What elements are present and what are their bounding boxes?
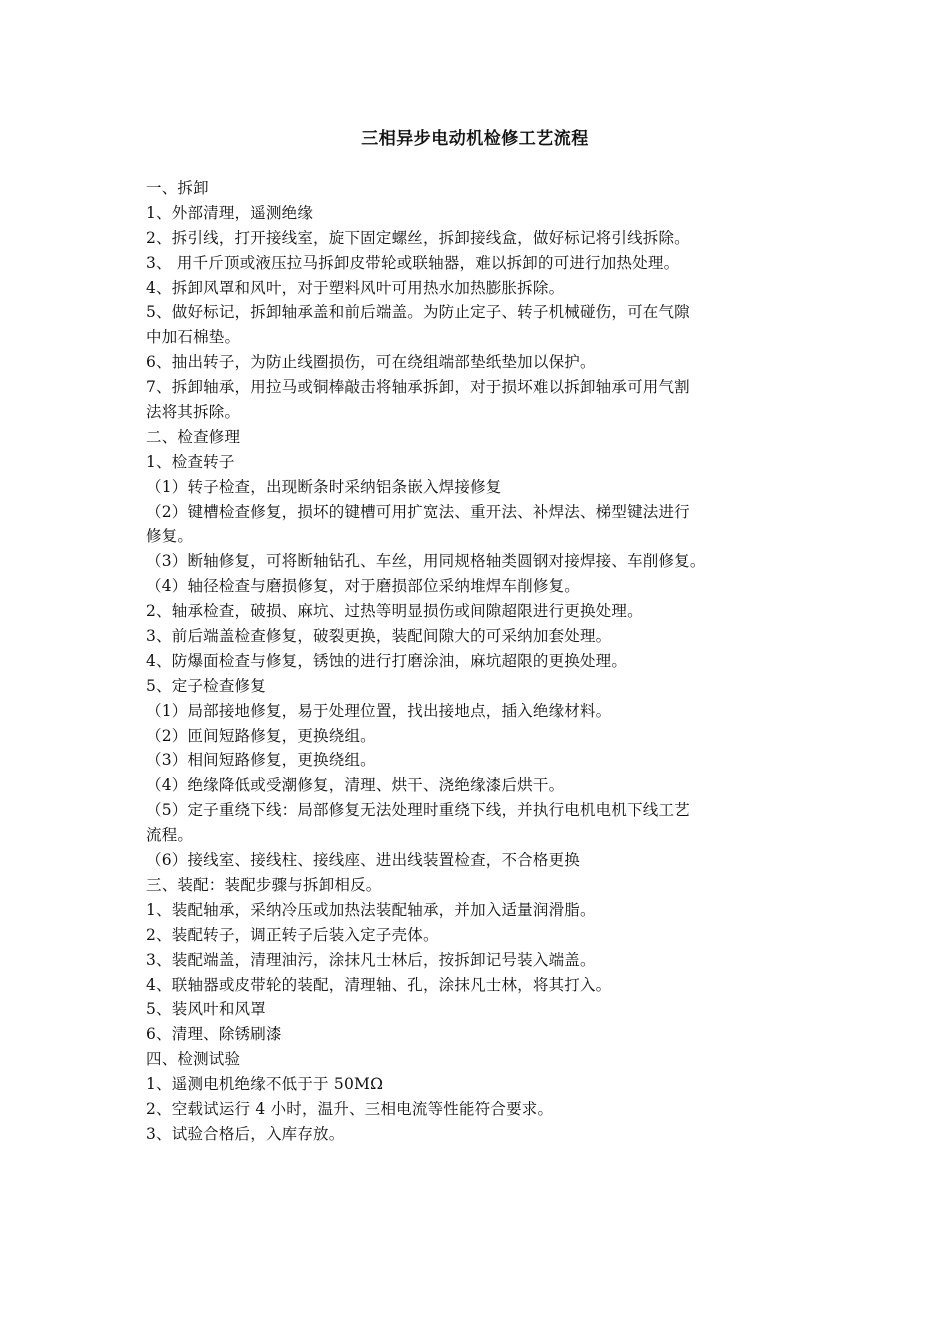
- text-line: 4、联轴器或皮带轮的装配，清理轴、孔，涂抹凡士林，将其打入。: [146, 975, 612, 994]
- text-line: 4、拆卸风罩和风叶，对于塑料风叶可用热水加热膨胀拆除。: [146, 278, 565, 297]
- text-line: 1、装配轴承，采纳冷压或加热法装配轴承，并加入适量润滑脂。: [146, 900, 596, 919]
- text-line: 法将其拆除。: [146, 403, 241, 422]
- text-line: 3、 用千斤顶或液压拉马拆卸皮带轮或联轴器，难以拆卸的可进行加热处理。: [146, 253, 680, 272]
- text-line: 2、装配转子，调正转子后装入定子壳体。: [146, 925, 439, 944]
- text-line: （4）轴径检查与磨损修复，对于磨损部位采纳堆焊车削修复。: [146, 577, 580, 596]
- text-line: 1、外部清理，遥测绝缘: [146, 203, 314, 222]
- section-heading-assembly: 三、装配：装配步骤与拆卸相反。: [146, 875, 382, 894]
- section-heading-inspection: 二、检查修理: [146, 427, 241, 446]
- text-line: 1、检查转子: [146, 452, 235, 471]
- text-line: 4、防爆面检查与修复，锈蚀的进行打磨涂油，麻坑超限的更换处理。: [146, 651, 628, 670]
- text-line: 5、装风叶和风罩: [146, 1000, 266, 1019]
- text-line: （3）相间短路修复，更换绕组。: [146, 751, 376, 770]
- text-line: （2）键槽检查修复，损坏的键槽可用扩宽法、重开法、补焊法、梯型键法进行: [146, 502, 690, 521]
- text-line: 3、前后端盖检查修复，破裂更换，装配间隙大的可采纳加套处理。: [146, 627, 612, 646]
- text-line: 2、拆引线，打开接线室，旋下固定螺丝，拆卸接线盒，做好标记将引线拆除。: [146, 228, 690, 247]
- text-line: 3、装配端盖，清理油污，涂抹凡士林后，按拆卸记号装入端盖。: [146, 950, 596, 969]
- text-line: （2）匝间短路修复，更换绕组。: [146, 726, 376, 745]
- text-line: 1、遥测电机绝缘不低于于 50MΩ: [146, 1075, 384, 1094]
- text-line: （3）断轴修复，可将断轴钻孔、车丝，用同规格轴类圆钢对接焊接、车削修复。: [146, 552, 706, 571]
- text-line: 3、试验合格后，入库存放。: [146, 1124, 345, 1143]
- text-line: 6、抽出转子，为防止线圈损伤，可在绕组端部垫纸垫加以保护。: [146, 353, 596, 372]
- section-heading-testing: 四、检测试验: [146, 1050, 241, 1069]
- text-line: 7、拆卸轴承，用拉马或铜棒敲击将轴承拆卸，对于损坏难以拆卸轴承可用气割: [146, 378, 690, 397]
- text-line: （1）局部接地修复，易于处理位置，找出接地点，插入绝缘材料。: [146, 701, 612, 720]
- text-line: 5、定子检查修复: [146, 676, 266, 695]
- document-body: [146, 176, 826, 1147]
- text-line: 中加石棉垫。: [146, 328, 241, 347]
- text-line: 5、做好标记，拆卸轴承盖和前后端盖。为防止定子、转子机械碰伤，可在气隙: [146, 303, 690, 322]
- text-line: 流程。: [146, 826, 194, 845]
- text-line: （6）接线室、接线柱、接线座、进出线装置检查，不合格更换: [146, 851, 580, 870]
- document-title: 三相异步电动机检修工艺流程: [361, 129, 589, 149]
- text-line: （4）绝缘降低或受潮修复，清理、烘干、浇绝缘漆后烘干。: [146, 776, 565, 795]
- text-line: （5）定子重绕下线：局部修复无法处理时重绕下线，并执行电机电机下线工艺: [146, 801, 690, 820]
- text-line: 6、清理、除锈刷漆: [146, 1025, 282, 1044]
- text-line: 2、空载试运行 4 小时，温升、三相电流等性能符合要求。: [146, 1099, 554, 1118]
- text-line: 2、轴承检查，破损、麻坑、过热等明显损伤或间隙超限进行更换处理。: [146, 602, 643, 621]
- text-line: 修复。: [146, 527, 194, 546]
- section-heading-disassembly: 一、拆卸: [146, 179, 209, 197]
- text-line: （1）转子检查，出现断条时采纳铝条嵌入焊接修复: [146, 477, 502, 496]
